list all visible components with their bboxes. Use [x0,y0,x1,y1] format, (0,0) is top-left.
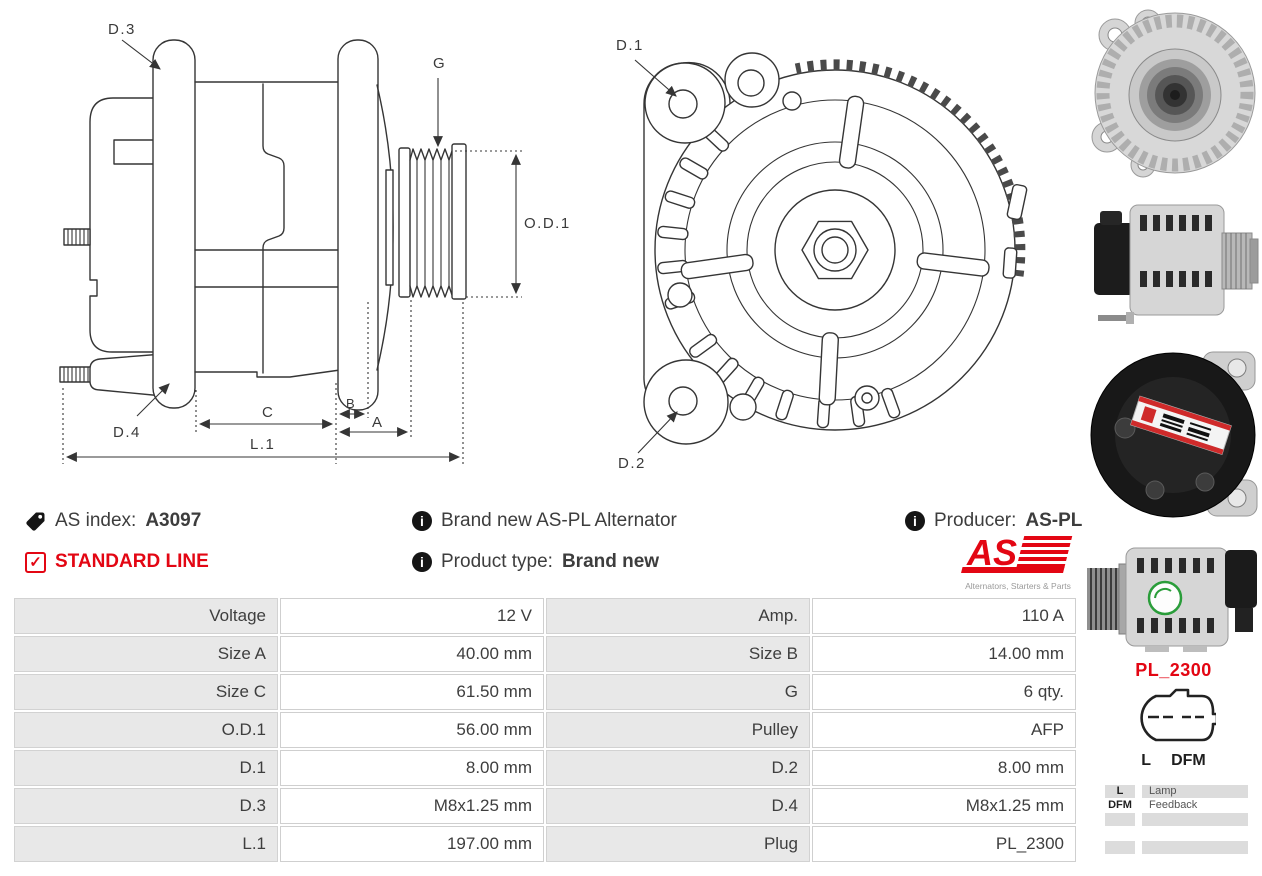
spec-label-cell: D.4 [546,788,810,824]
legend-key [1105,841,1135,854]
spec-value-cell: M8x1.25 mm [812,788,1076,824]
dim-label-d4: D.4 [113,424,141,441]
spec-label-cell: Size A [14,636,278,672]
legend-row [1105,841,1248,854]
spec-label-cell: L.1 [14,826,278,862]
dim-label-d2: D.2 [618,455,646,472]
spec-value-cell: 197.00 mm [280,826,544,862]
legend-value: Feedback [1149,799,1198,811]
spec-label-cell: Size C [14,674,278,710]
plug-pin-l: L [1141,752,1152,769]
spec-label-cell: Amp. [546,598,810,634]
spec-value-cell: 12 V [280,598,544,634]
plug-legend [1105,785,1248,854]
spec-value-cell: PL_2300 [812,826,1076,862]
spec-label-cell: Size B [546,636,810,672]
standard-line-row [25,551,209,573]
as-logo-text: AS [967,533,1018,573]
legend-key [1105,813,1135,826]
info-icon: i [905,511,925,531]
legend-key: DFM [1108,799,1132,811]
spec-value-cell: 6 qty. [812,674,1076,710]
description-row [412,510,677,532]
as-pl-logo-icon [959,533,1077,575]
legend-key: L [1105,785,1135,798]
dim-label-g: G [433,55,447,72]
dim-label-b: B [346,396,357,411]
as-pl-logo [958,533,1078,591]
spec-value-cell: M8x1.25 mm [280,788,544,824]
producer-label: Producer: [934,510,1017,531]
legend-row [1105,813,1248,826]
photo-alternator-side-pulley[interactable] [1085,540,1262,655]
legend-value [1142,841,1248,854]
spec-value-cell: 8.00 mm [280,750,544,786]
plug-connector-diagram [1132,686,1216,746]
description-text: Brand new AS-PL Alternator [441,510,677,531]
plug-name: PL_2300 [1135,660,1212,680]
product-type-label: Product type: [441,551,553,572]
product-type-row [412,551,659,573]
legend-row [1105,785,1248,798]
spec-table [14,598,1082,862]
product-type-value: Brand new [561,551,660,572]
legend-row [1105,799,1248,812]
alternator-front-outline [644,53,1027,444]
dim-label-a: A [372,414,384,431]
dim-label-d3: D.3 [108,21,136,38]
plug-pins [1085,752,1262,770]
pulley [399,144,466,299]
spec-label-cell: D.1 [14,750,278,786]
spec-label-cell: D.2 [546,750,810,786]
plug-pin-dfm: DFM [1171,752,1206,769]
spec-label-cell: D.3 [14,788,278,824]
photo-alternator-rear-label[interactable] [1085,340,1260,535]
legend-value [1142,813,1248,826]
photo-alternator-front[interactable] [1085,5,1260,180]
plug-section [1085,660,1262,855]
checked-checkbox-icon: ✓ [25,552,46,573]
spec-value-cell: 56.00 mm [280,712,544,748]
as-index-value: A3097 [145,510,202,531]
as-index-label: AS index: [55,510,137,531]
spec-value-cell: 61.50 mm [280,674,544,710]
spec-value-cell: AFP [812,712,1076,748]
dim-label-c: C [262,404,275,421]
producer-row [905,510,1082,532]
photo-alternator-side-connector[interactable] [1090,185,1262,335]
dim-label-od1: O.D.1 [524,215,571,232]
alternator-side-outline [60,40,393,410]
spec-value-cell: 40.00 mm [280,636,544,672]
front-view-diagram [580,0,1080,490]
spec-label-cell: Pulley [546,712,810,748]
spec-label-cell: Voltage [14,598,278,634]
tag-icon [25,511,46,532]
producer-value: AS-PL [1025,510,1083,531]
info-icon: i [412,511,432,531]
standard-line-label: STANDARD LINE [55,551,209,572]
spec-label-cell: G [546,674,810,710]
spec-value-cell: 8.00 mm [812,750,1076,786]
spec-value-cell: 14.00 mm [812,636,1076,672]
side-view-diagram [0,0,580,490]
legend-value: Lamp [1142,785,1248,798]
spec-value-cell: 110 A [812,598,1076,634]
dim-label-l1: L.1 [250,436,276,453]
as-index-row [25,510,201,532]
dim-label-d1: D.1 [616,37,644,54]
info-icon: i [412,552,432,572]
spec-label-cell: Plug [546,826,810,862]
spec-label-cell: O.D.1 [14,712,278,748]
brand-tagline: Alternators, Starters & Parts [965,581,1071,591]
